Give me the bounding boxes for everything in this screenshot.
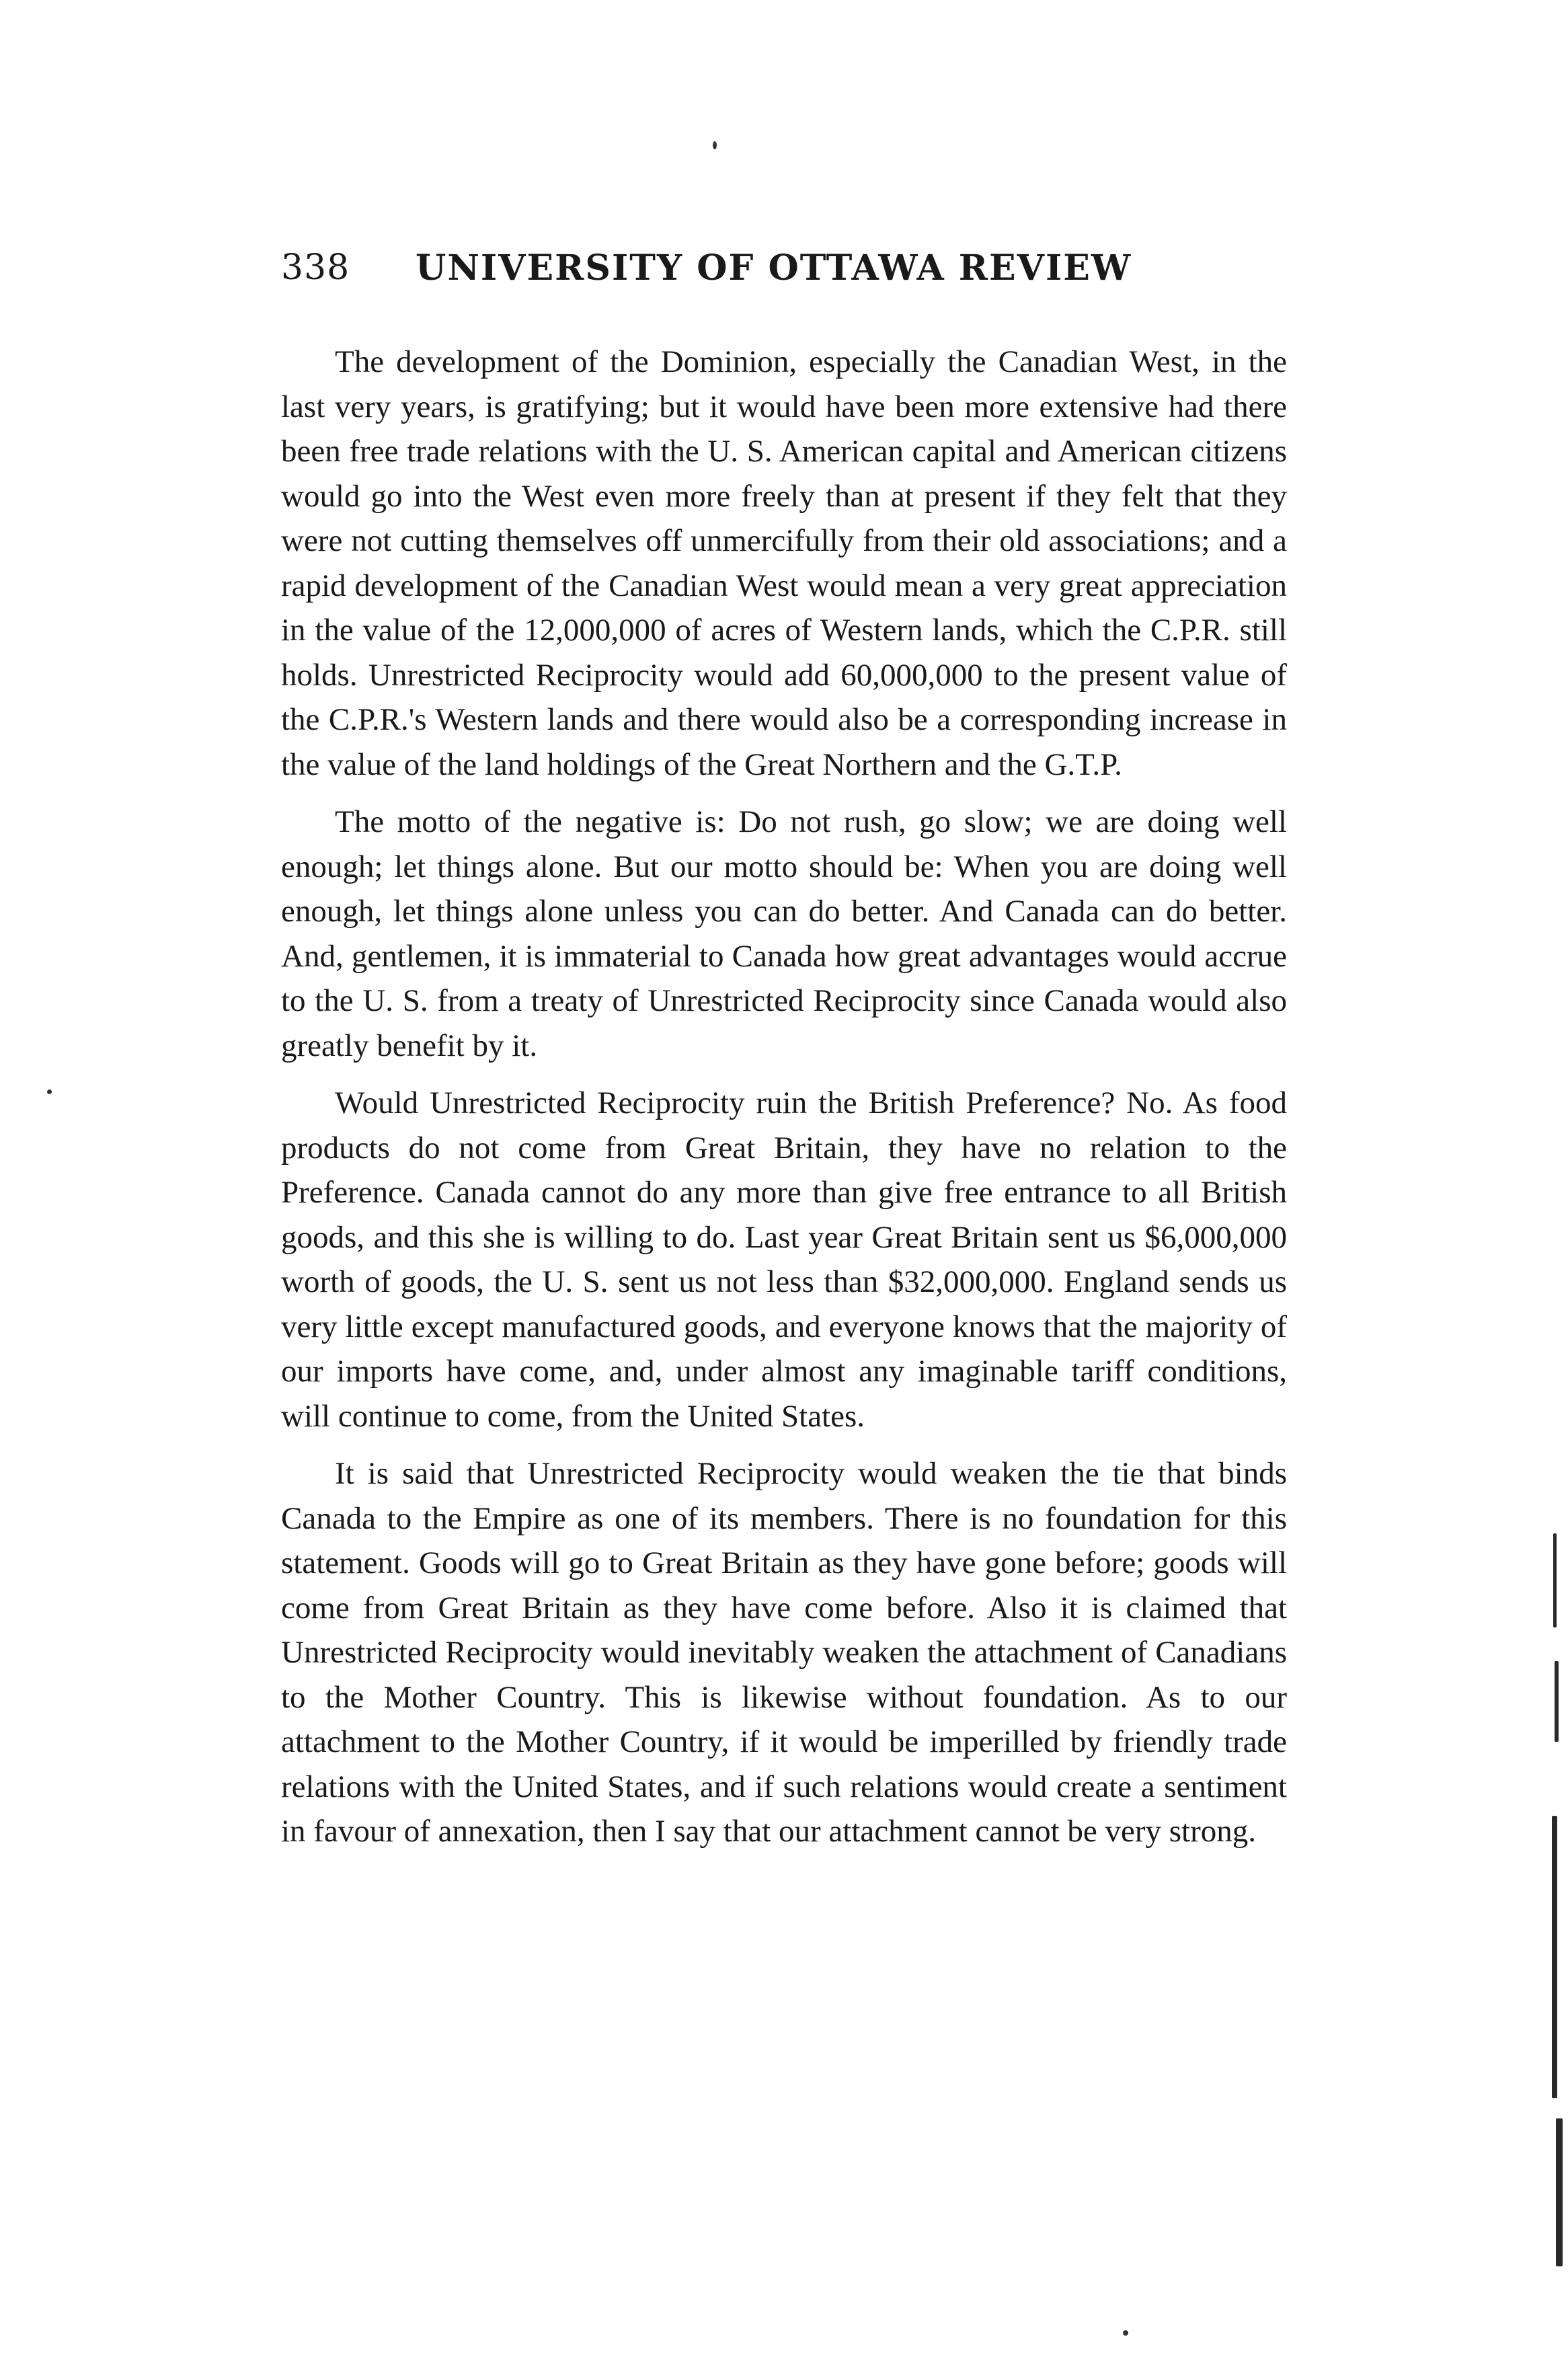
page-number: 338 [281, 247, 350, 288]
paragraph-british-preference: Would Unrestricted Reciprocity ruin the British Preference? No. As food products do not come from Great Britain, they have no relation to the Preference. Canada cannot do any more than give free entrance to all British goods, and this she is willing to do. Last year Great Britain sent us $6,000,000 worth of goods, the U. S. sent us not less than $32,000,000. England sends us very little except manufactured goods, and everyone knows that the majority of our imports have come, and, under almost any imaginable tariff conditions, will continue to come, from the United States. [281, 1085, 1287, 1434]
paragraph-empire-tie: It is said that Unrestricted Reciprocity would weaken the tie that binds Canada to the Empire as one of its members. There is no foundation for this statement. Goods will go to Great Britain as they have gone before; goods will come from Great Britain as they have come before. Also it is claimed that Unrestricted Reciprocity would inevitably weaken the attachment of Canadians to the Mother Country. This is likewise without foundation. As to our attachment to the Mother Country, if it would be imperilled by friendly trade relations with the United States, and if such relations would create a sentiment in favour of annexation, then I say that our attachment cannot be very strong. [281, 1456, 1287, 1849]
running-head [281, 247, 1290, 295]
body-text [281, 340, 1287, 1867]
scan-speck [47, 1089, 52, 1094]
journal-title: UNIVERSITY OF OTTAWA REVIEW [416, 247, 1132, 289]
paragraph-motto: The motto of the negative is: Do not rush, go slow; we are doing well enough; let things alone. But our motto should be: When you are doing well enough, let things alone unless you can do better. And Canada can do better. And, gentlemen, it is immaterial to Canada how great advantages would accrue to the U. S. from a treaty of Unrestricted Reciprocity since Canada would also greatly benefit by it. [281, 804, 1287, 1063]
scan-edge-mark [1552, 1816, 1557, 2098]
scan-edge-mark [1555, 1661, 1559, 1742]
scan-edge-mark [1556, 2118, 1563, 2266]
scan-speck [1123, 2330, 1128, 2336]
scan-speck [713, 141, 717, 149]
scan-edge-mark [1553, 1533, 1557, 1627]
paragraph-development: The development of the Dominion, especially the Canadian West, in the last very years, is gratifying; but it would have been more extensive had there been free trade relations with the U. S. American capital and American citizens would go into the West even more freely than at present if they felt that they were not cutting themselves off unmercifully from their old associations; and a rapid development of the Canadian West would mean a very great appreciation in the value of the 12,000,000 of acres of Western lands, which the C.P.R. still holds. Unrestricted Reciprocity would add 60,000,000 to the present value of the C.P.R.'s Western lands and there would also be a corresponding increase in the value of the land holdings of the Great Northern and the G.T.P. [281, 344, 1287, 782]
